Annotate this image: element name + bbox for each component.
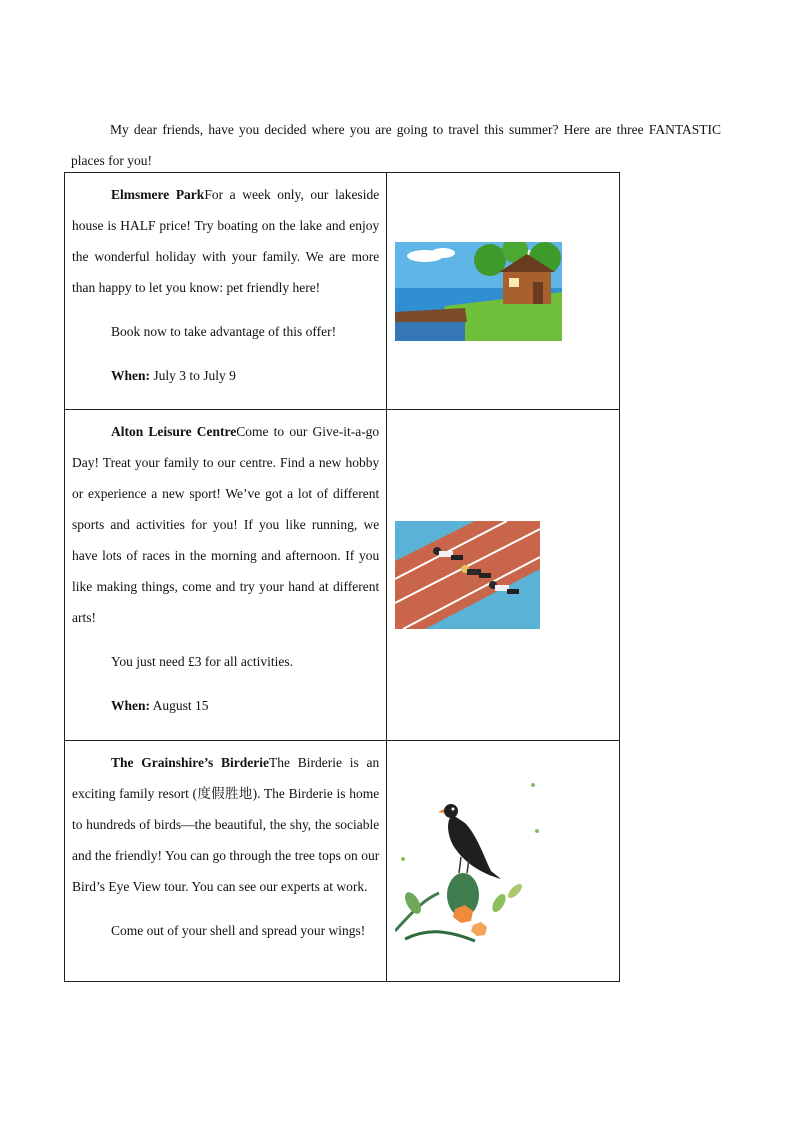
running-track-image	[395, 521, 540, 629]
ad-text-cell	[65, 410, 387, 741]
ad-image-cell	[387, 741, 620, 982]
ad-title: The Grainshire’s Birderie	[111, 755, 269, 770]
ad-when: When: July 3 to July 9	[111, 368, 236, 383]
ad-image-cell	[387, 410, 620, 741]
ad-image-cell	[387, 173, 620, 410]
ad-description: Elmsmere ParkFor a week only, our lakeside house is HALF price! Try boating on the lake and enjoy the wonderful holiday with your family. We are more than happy to let you know: pet friendly here!	[72, 187, 380, 295]
ad-when: When: August 15	[111, 698, 209, 713]
ad-note: Come out of your shell and spread your wings!	[111, 923, 366, 938]
ad-title: Alton Leisure Centre	[111, 424, 237, 439]
ad-text-cell	[65, 741, 387, 982]
places-table	[64, 172, 620, 982]
ad-title: Elmsmere Park	[111, 187, 205, 202]
ad-description: Alton Leisure CentreCome to our Give-it-a-go Day! Treat your family to our centre. Find a new hobby or experience a new sport! We’ve got a lot of different sports and activities for you! If you like running, we have lots of races in the morning and afternoon. If you like making things, come and try your hand at different arts!	[72, 424, 380, 625]
ad-description: The Grainshire’s BirderieThe Birderie is an exciting family resort (度假胜地). The Birderie is home to hundreds of birds—the beautiful, the shy, the sociable and the friendly! You can go through the tree tops on our Bird’s Eye View tour. You can see our experts at work.	[72, 755, 380, 894]
table-row	[65, 173, 620, 410]
table-row	[65, 410, 620, 741]
lakeside-house-image	[395, 242, 562, 341]
intro-paragraph: My dear friends, have you decided where you are going to travel this summer? Here are three FANTASTIC places for you!	[71, 121, 721, 168]
table-row	[65, 741, 620, 982]
ad-note: You just need £3 for all activities.	[111, 654, 293, 669]
bird-on-plant-image	[395, 779, 545, 943]
ad-text-cell	[65, 173, 387, 410]
ad-note: Book now to take advantage of this offer!	[111, 324, 337, 339]
